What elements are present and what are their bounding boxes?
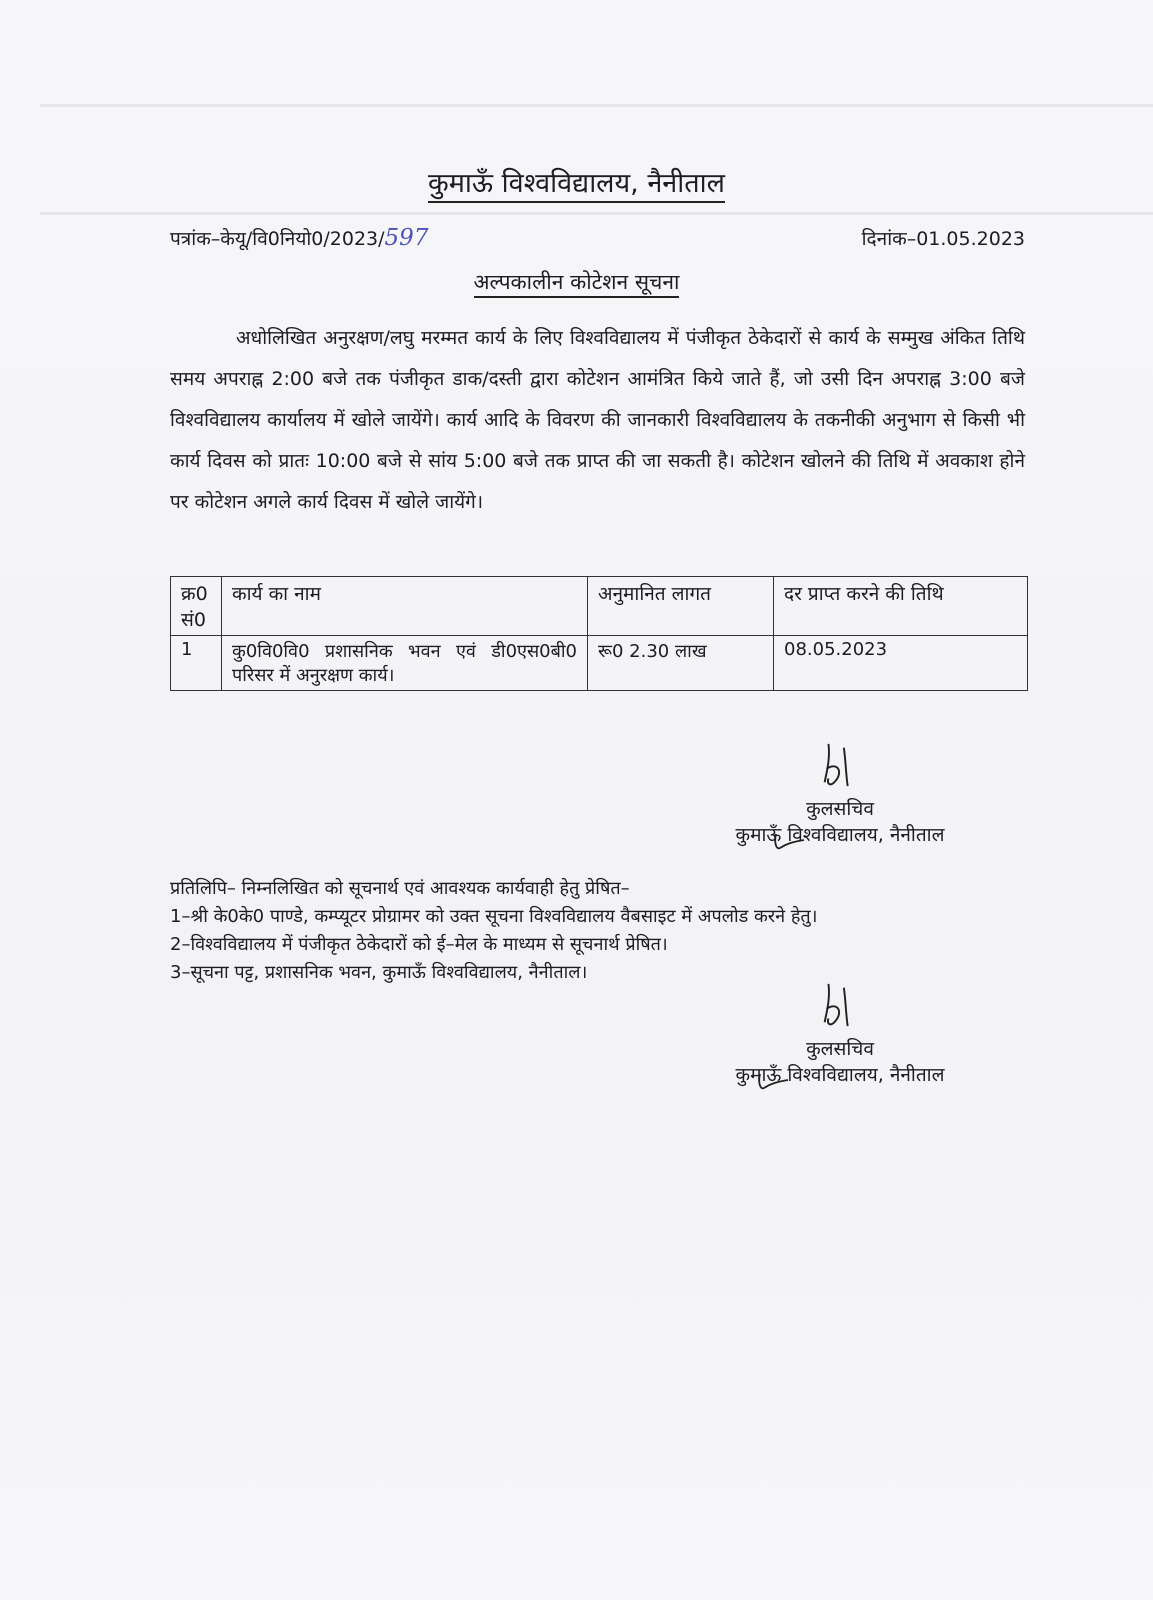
signature-mark — [810, 740, 870, 790]
signatory-designation: कुलसचिव — [806, 1038, 874, 1060]
notice-date: दिनांक–01.05.2023 — [861, 228, 1025, 250]
list-item: 1–श्री के0के0 पाण्डे, कम्प्यूटर प्रोग्रामर को उक्त सूचना विश्वविद्यालय वैबसाइट में अपलोड करने हेतु। — [170, 906, 818, 927]
notice-subtitle — [0, 268, 1153, 296]
subtitle-text: अल्पकालीन कोटेशन सूचना — [474, 270, 680, 298]
signature-block-1 — [710, 740, 970, 847]
signatory-org: कुमाऊँ विश्वविद्यालय, नैनीताल — [735, 824, 945, 846]
university-title — [0, 163, 1153, 200]
header-work-name: कार्य का नाम — [222, 577, 588, 636]
cell-rate-date: 08.05.2023 — [774, 636, 1028, 691]
reference-number — [170, 225, 428, 251]
signatory-designation: कुलसचिव — [806, 798, 874, 820]
cell-estimated-cost: रू0 2.30 लाख — [588, 636, 774, 691]
list-item: 3–सूचना पट्ट, प्रशासनिक भवन, कुमाऊँ विश्वविद्यालय, नैनीताल। — [170, 962, 588, 983]
scan-artifact — [40, 212, 1153, 215]
header-rate-date: दर प्राप्त करने की तिथि — [774, 577, 1028, 636]
notice-paragraph: अधोलिखित अनुरक्षण/लघु मरम्मत कार्य के लिए विश्वविद्यालय में पंजीकृत ठेकेदारों से कार्य के सम्मुख अंकित तिथि समय अपराह्न 2:00 बजे तक पंजीकृत डाक/दस्ती द्वारा कोटेशन आमंत्रित किये जाते हैं, जो उसी दिन अपराह्न 3:00 बजे विश्वविद्यालय कार्यालय में खोले जायेंगे। कार्य आदि के विवरण की जानकारी विश्वविद्यालय के तकनीकी अनुभाग से किसी भी कार्य दिवस को प्रातः 10:00 बजे से सांय 5:00 बजे तक प्राप्त की जा सकती है। कोटेशन खोलने की तिथि में अवकाश होने पर कोटेशन अगले कार्य दिवस में खोले जायेंगे। — [170, 327, 1025, 513]
title-text: कुमाऊँ विश्वविद्यालय, नैनीताल — [428, 168, 725, 203]
copy-list — [170, 875, 1030, 987]
handwritten-ref-number: 597 — [384, 225, 429, 251]
signatory-org: कुमाऊँ विश्वविद्यालय, नैनीताल — [735, 1064, 945, 1086]
copy-intro: प्रतिलिपि– निम्नलिखित को सूचनार्थ एवं आवश्यक कार्यवाही हेतु प्रेषित– — [170, 878, 630, 899]
initial-mark — [754, 1072, 794, 1094]
cell-work-name: कु0वि0वि0 प्रशासनिक भवन एवं डी0एस0बी0 परिसर में अनुरक्षण कार्य। — [222, 636, 588, 691]
header-estimated-cost: अनुमानित लागत — [588, 577, 774, 636]
ref-prefix: पत्रांक–केयू/वि0नियो0/2023/ — [170, 228, 385, 250]
cell-serial: 1 — [171, 636, 222, 691]
table-row — [171, 636, 1028, 691]
header-serial: क्र0 सं0 — [171, 577, 222, 636]
quotation-table — [170, 576, 1028, 691]
initial-mark — [770, 832, 810, 854]
table-header-row — [171, 577, 1028, 636]
signature-block-2 — [710, 980, 970, 1087]
signature-mark — [810, 980, 870, 1030]
scan-artifact — [40, 104, 1153, 107]
list-item: 2–विश्वविद्यालय में पंजीकृत ठेकेदारों को ई–मेल के माध्यम से सूचनार्थ प्रेषित। — [170, 934, 668, 955]
